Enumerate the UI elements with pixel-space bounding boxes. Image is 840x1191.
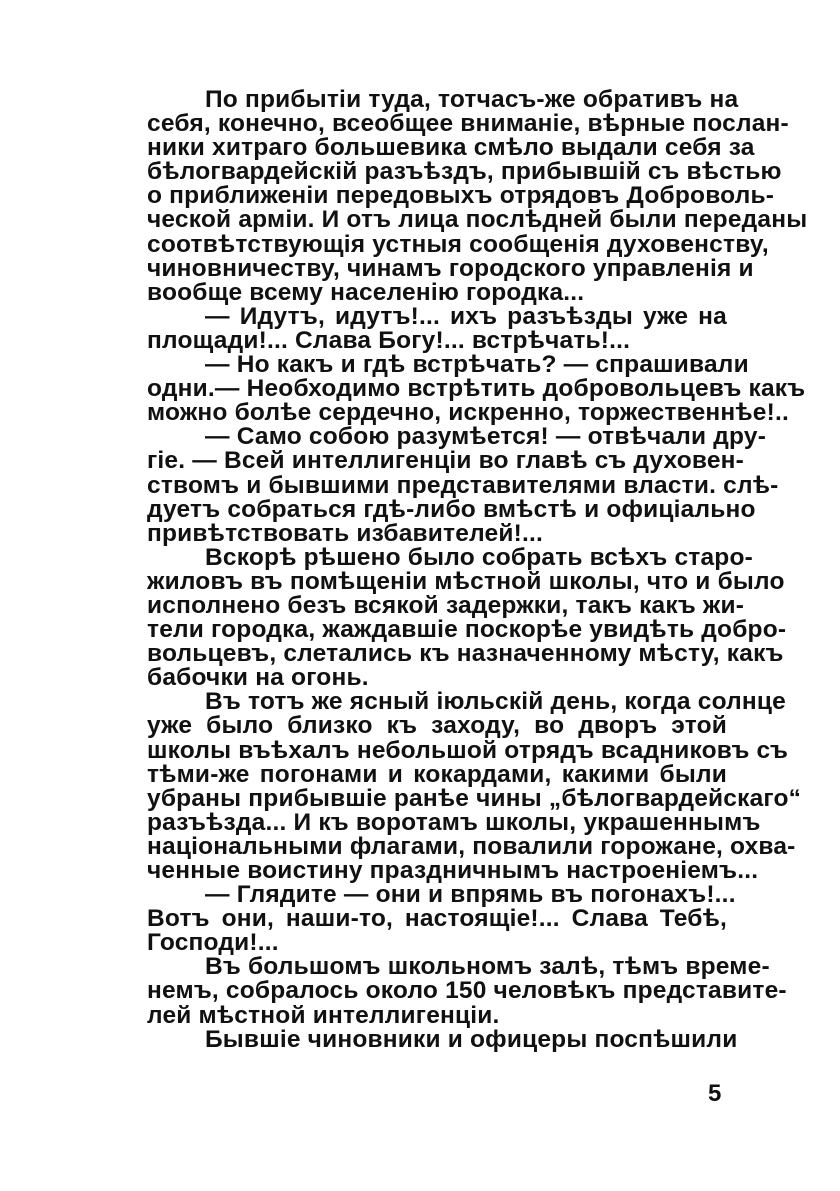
text-line: вольцевъ, слетались къ назначенному мѣсту, какъ	[147, 640, 784, 668]
text-line: площади!... Слава Богу!... встрѣчать!...	[147, 326, 631, 354]
text-line: — Идутъ, идутъ!... ихъ разъѣзды уже на	[205, 302, 727, 330]
text-line: жиловъ въ помѣщеніи мѣстной школы, что и было	[147, 567, 785, 595]
text-line: одни.— Необходимо встрѣтить добровольцевъ какъ	[147, 375, 806, 403]
text-line: чиновничеству, чинамъ городского управленія и	[147, 254, 754, 282]
text-line: Вотъ они, наши-то, настоящіе!... Слава Тебѣ,	[147, 905, 727, 933]
text-line: бѣлогвардейскій разъѣздъ, прибывшій съ вѣстью	[147, 158, 782, 186]
text-line: Вскорѣ рѣшено было собрать всѣхъ старо-	[205, 543, 753, 571]
text-line: можно болѣе сердечно, искренно, торжественнѣе!..	[147, 399, 790, 427]
text-line: По прибытіи туда, тотчасъ-же обративъ на	[205, 86, 739, 113]
page-number: 5	[708, 1080, 722, 1107]
text-line: немъ, собралось около 150 человѣкъ представите-	[147, 977, 787, 1005]
text-line: дуетъ собраться гдѣ-либо вмѣстѣ и офиціально	[147, 495, 756, 523]
text-line: себя, конечно, всеобщее вниманіе, вѣрные послан-	[147, 110, 789, 138]
text-line: разъѣзда... И къ воротамъ школы, украшеннымъ	[147, 808, 761, 836]
text-line: бабочки на огонь.	[147, 664, 369, 692]
text-line: убраны прибывшіе ранѣе чины „бѣлогвардейскаго“	[147, 784, 802, 812]
text-line: Бывшіе чиновники и офицеры поспѣшили	[205, 1025, 738, 1053]
text-line: тѣми-же погонами и кокардами, какими были	[147, 760, 727, 788]
text-line: ченные воистину праздничнымъ настроеніемъ...	[147, 857, 759, 884]
text-line: гіе. — Всей интеллигенціи во главѣ съ духовен-	[147, 447, 745, 475]
text-line: національными флагами, повалили горожане, охва-	[147, 832, 796, 860]
text-line: — Но какъ и гдѣ встрѣчать? — спрашивали	[205, 351, 749, 379]
text-line: уже было близко къ заходу, во дворъ этой	[147, 712, 727, 740]
body-text	[147, 86, 808, 1053]
text-line: Въ большомъ школьномъ залѣ, тѣмъ време-	[205, 953, 770, 981]
text-line: — Глядите — они и впрямь въ погонахъ!...	[205, 881, 736, 909]
text-line: вообще всему населенію городка...	[147, 278, 585, 306]
text-line: о приближеніи передовыхъ отрядовъ Доброволь-	[147, 182, 775, 210]
text-line: ствомъ и бывшими представителями власти. слѣ-	[147, 471, 779, 499]
text-line: ческой арміи. И отъ лица послѣдней были переданы	[147, 206, 808, 234]
text-line: Въ тотъ же ясный іюльскій день, когда солнце	[205, 688, 786, 716]
text-line: привѣтствовать избавителей!...	[147, 519, 543, 547]
text-line: ники хитраго большевика смѣло выдали себя за	[147, 134, 755, 162]
text-line: тели городка, жаждавшіе поскорѣе увидѣть добро-	[147, 616, 787, 644]
text-line: школы въѣхалъ небольшой отрядъ всадниковъ съ	[147, 736, 789, 764]
text-line: соотвѣтствующія устныя сообщенія духовенству,	[147, 230, 769, 258]
text-line: исполнено безъ всякой задержки, такъ какъ жи-	[147, 591, 745, 619]
text-line: — Само собою разумѣется! — отвѣчали дру-	[205, 423, 767, 451]
text-line: лей мѣстной интеллигенціи.	[147, 1001, 500, 1029]
text-line: Господи!...	[147, 929, 279, 957]
